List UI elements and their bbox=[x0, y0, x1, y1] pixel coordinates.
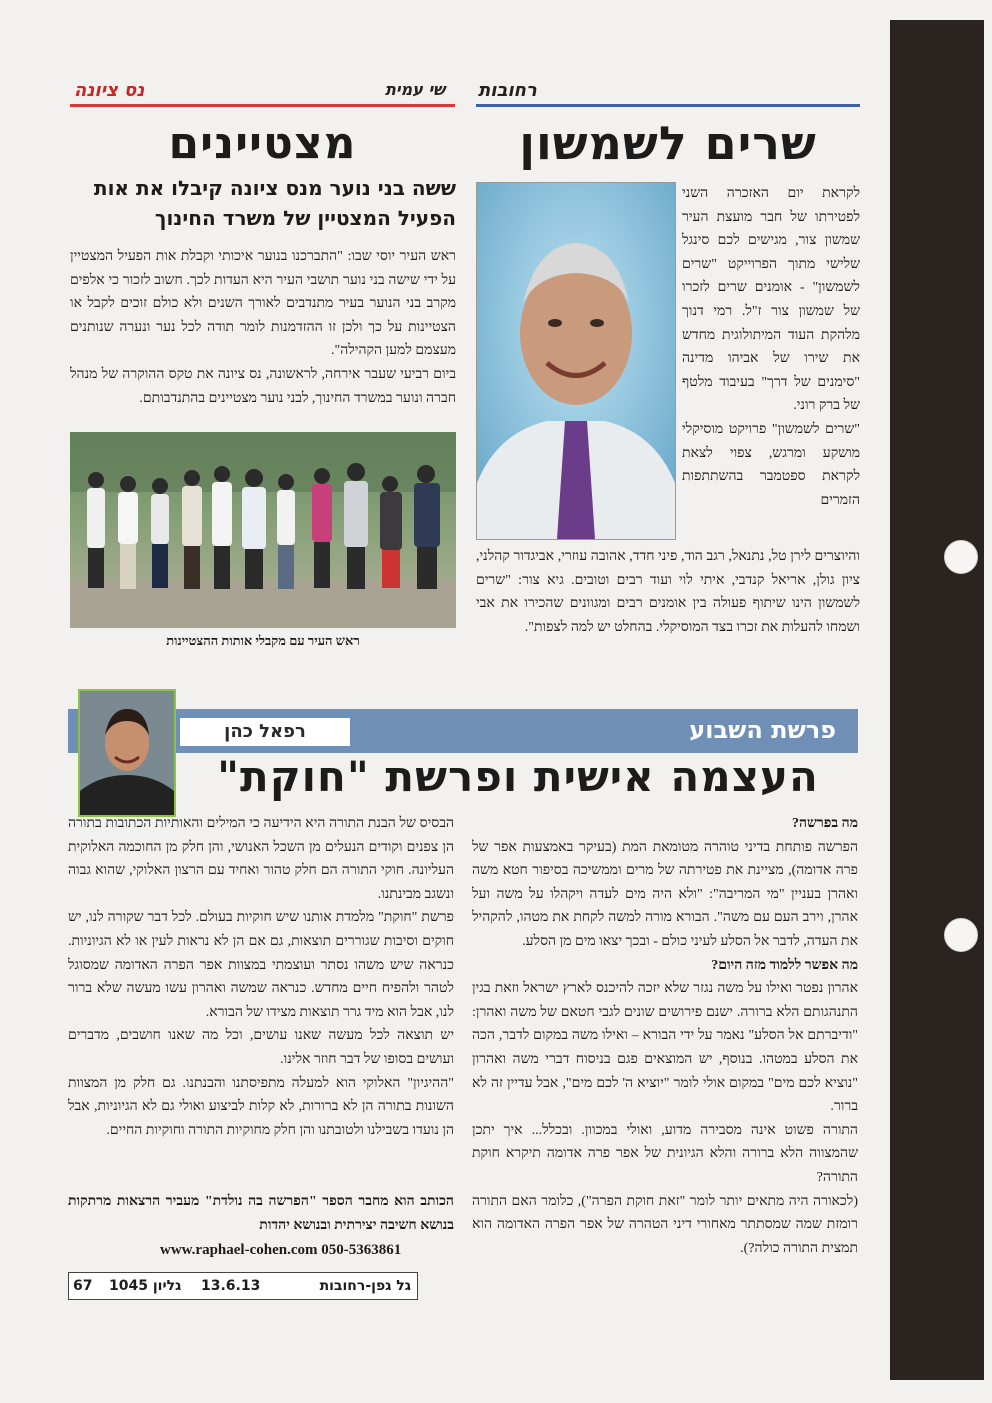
author-note: הכותב הוא מחבר הספר "הפרשה בה נולדת" מעביר הרצאות מרתקות בנושא חשיבה יצירתית ובנושא יהדות bbox=[68, 1194, 454, 1233]
footer-publication: גל גפן-רחובות bbox=[320, 1273, 411, 1299]
question-heading: מה בפרשה? bbox=[791, 816, 858, 831]
group-photo-caption: ראש העיר עם מקבלי אותות ההצטיינות bbox=[166, 633, 360, 648]
author-contact: www.raphael-cohen.com 050-5363861 bbox=[160, 1242, 402, 1258]
left-subhead: ששה בני נוער מנס ציונה קיבלו את אות הפעיל המצטיין של משרד החינוך bbox=[93, 176, 456, 230]
paragraph: לקראת יום האזכרה השני לפטירתו של חבר מועצת העיר שמשון צור, מגישים לכם סינגל שלישי מתוך הפרוייקט "שרים לשמשון" - אומנים שרים לזכרו של שמשון צור ז"ל. רמי דנוך מלהקת העוד המיתולוגית מחדש את שירו של אביהו מדינה "סימנים של דרך" בעיבוד מלטף של ברק רוני. bbox=[682, 186, 860, 414]
parasha-author: רפאל כהן bbox=[180, 718, 350, 746]
parasha-left-column bbox=[68, 812, 454, 1142]
paragraph: פרשת "חוקת" מלמדת אותנו שיש חוקיות בעולם. לכל דבר שקורה לנו, יש חוקים וסיבות שגוררים תוצאות, גם אם הן לא נראות לעין או לא הגיוניות. כנראה שיש משהו נסתר ועוצמתי במצוות אפר הפרה האדומה שמסוגל לטהר ולהפיח חיים מחדש. כנראה שמשה ואהרון עשו מעשה שלא ברור לנו, אבל הוא מיד גרר תוצאות מצידו של הבורא. bbox=[68, 910, 454, 1020]
paragraph: (לכאורה היה מתאים יותר לומר "זאת חוקת הפרה"), כלומר האם התורה רומזת שמה שמסתתר מאחורי דיני הטהרה של אפר הפרה האדומה הוא תמצית התורה כולה?). bbox=[472, 1193, 858, 1256]
portrait-photo bbox=[476, 182, 676, 540]
portrait-illustration bbox=[477, 183, 675, 539]
paragraph: הפרשה פותחת בדיני טוהרה מטומאת המת (בעיקר באמצעות אפר של פרה אדומה), מציינת את פטירתה של מרים וממשיכה בסיפור חטא משה ואהרן בעניין "מי המריבה": "ולא היה מים לעדה ויקהלו על משה ועל אהרן, וירב העם עם משה". הבורא מורה למשה לקחת את מטהו, להקהיל את העדה, לדבר אל הסלע לעיני כולם - ובכך יצאו מים מן הסלע. bbox=[472, 839, 858, 949]
paragraph: אהרון נפטר ואילו על משה נגזר שלא יזכה להיכנס לארץ ישראל וזאת בגין התנהגותם הלא ברורה. ישנם פירושים שונים לגבי חטאם של משה ואהרן: "ודיברתם אל הסלע" נאמר על ידי הבורא – ואילו משה במקום לדבר, הכה את הסלע במטהו. בנוסף, יש המוצאים פגם בניסוח דברי משה ואהרון "נוציא לכם מים" במקום אולי לומר "יוציא ה' לכם מים", אבל עדיין זה לא ברור. bbox=[472, 981, 858, 1115]
binder-hole bbox=[944, 540, 978, 574]
paragraph: הבסיס של הבנת התורה היא הידיעה כי המילים והאותיות הכתובות בתורה הן צפנים וקודים הנעלים מן השכל האנושי, והן חלק מן החוכמה האלוקית העליונה. חוקי התורה הם חלק טהור ואחיד עם הרצון האלוקי, שהוא גבוה ונשגב מבינתנו. bbox=[68, 816, 454, 902]
footer-page-number: 67 bbox=[73, 1278, 93, 1294]
paragraph: "ההיגיון" האלוקי הוא למעלה מתפיסתנו והבנתנו. גם חלק מן המצוות השונות בתורה הן לא ברורות, לא קלות לביצוע ואולי גם לא הגיוניות, אבל הן נועדו בשבילנו ולטובתנו והן חלק מחוקיות התורה וחוקיות החיים. bbox=[68, 1075, 454, 1138]
author-photo bbox=[78, 689, 176, 817]
question-heading: מה אפשר ללמוד מזה היום? bbox=[711, 957, 858, 973]
group-photo bbox=[70, 432, 456, 628]
right-headline: שרים לשמשון bbox=[519, 116, 817, 170]
parasha-right-column bbox=[472, 812, 858, 1260]
paragraph: "שרים לשמשון" פרויקט מוסיקלי מושקע ומרגש, צפוי לצאת לקראת ספטמבר בהשתתפות הזמרים bbox=[682, 421, 860, 508]
parasha-banner bbox=[68, 709, 858, 753]
footer-bar bbox=[68, 1272, 418, 1300]
author-photo-illustration bbox=[80, 691, 174, 815]
left-headline: מצטיינים bbox=[168, 118, 357, 169]
header-section: רחובות bbox=[478, 80, 537, 101]
right-article-body-wide bbox=[476, 545, 860, 639]
group-photo-illustration bbox=[70, 432, 456, 628]
footer-date: 13.6.13 bbox=[201, 1278, 261, 1294]
paragraph: התורה פשוט אינה מסבירה מדוע, ואולי במכוון. ובכלל... איך יתכן שהמצווה הלא ברורה והלא הגיונית של אפר פרה אדומה תיקרא חוקת התורה? bbox=[472, 1122, 858, 1185]
header-rule-red bbox=[70, 104, 455, 107]
paragraph: ראש העיר יוסי שבו: "התברכנו בנוער איכותי וקבלת אות הפעיל המצטיין על ידי שישה בני נוער תושבי העיר היא העדות לכך. חשוב לזכור כי אלפים מקרב בני הנוער בעיר מתנדבים לאורך השנים ולא כולם זוכים לקבל או הצטיינות על כך ולכן זו ההזדמנות לומר תודה לכל נער ונערה שנותנים מעצמם למען הקהילה". bbox=[70, 249, 456, 359]
left-article-body bbox=[70, 245, 456, 410]
paragraph: יש תוצאה לכל מעשה שאנו עושים, וכל מה שאנו חושבים, מדברים ועושים בסופו של דבר חוזר אלינו. bbox=[68, 1028, 454, 1067]
parasha-section-title: פרשת השבוע bbox=[689, 716, 836, 744]
parasha-headline: העצמה אישית ופרשת "חוקת" bbox=[217, 752, 819, 801]
header-rule-blue bbox=[476, 104, 860, 107]
paragraph: ביום רביעי שעבר אירחה, לראשונה, נס ציונה את טקס ההוקרה של מנהל חברה ונוער במשרד החינוך, לבני נוער מצטיינים בהתנדבותם. bbox=[70, 366, 456, 406]
header-author: שי עמית bbox=[385, 80, 446, 99]
binder-hole bbox=[944, 918, 978, 952]
binder-strip bbox=[890, 20, 984, 1380]
footer-issue: גליון 1045 bbox=[109, 1278, 182, 1294]
right-article-body-top bbox=[682, 182, 860, 512]
paragraph: והיוצרים לירן טל, נתנאל, רגב הוד, פיני חדד, אהובה עוזרי, אביגדור קהלני, ציון גולן, אריאל קנדבי, איתי לוי ועוד רבים וטובים. גיא צור: "שרים לשמשון הינו שיתוף פעולה בין אומנים רבים ומגוונים שהכירו את אבי ושמחו להעלות את זכרו בצד המוסיקלי. בהחלט יש למה לצפות". bbox=[476, 549, 860, 635]
header-city: נס ציונה bbox=[74, 80, 145, 101]
